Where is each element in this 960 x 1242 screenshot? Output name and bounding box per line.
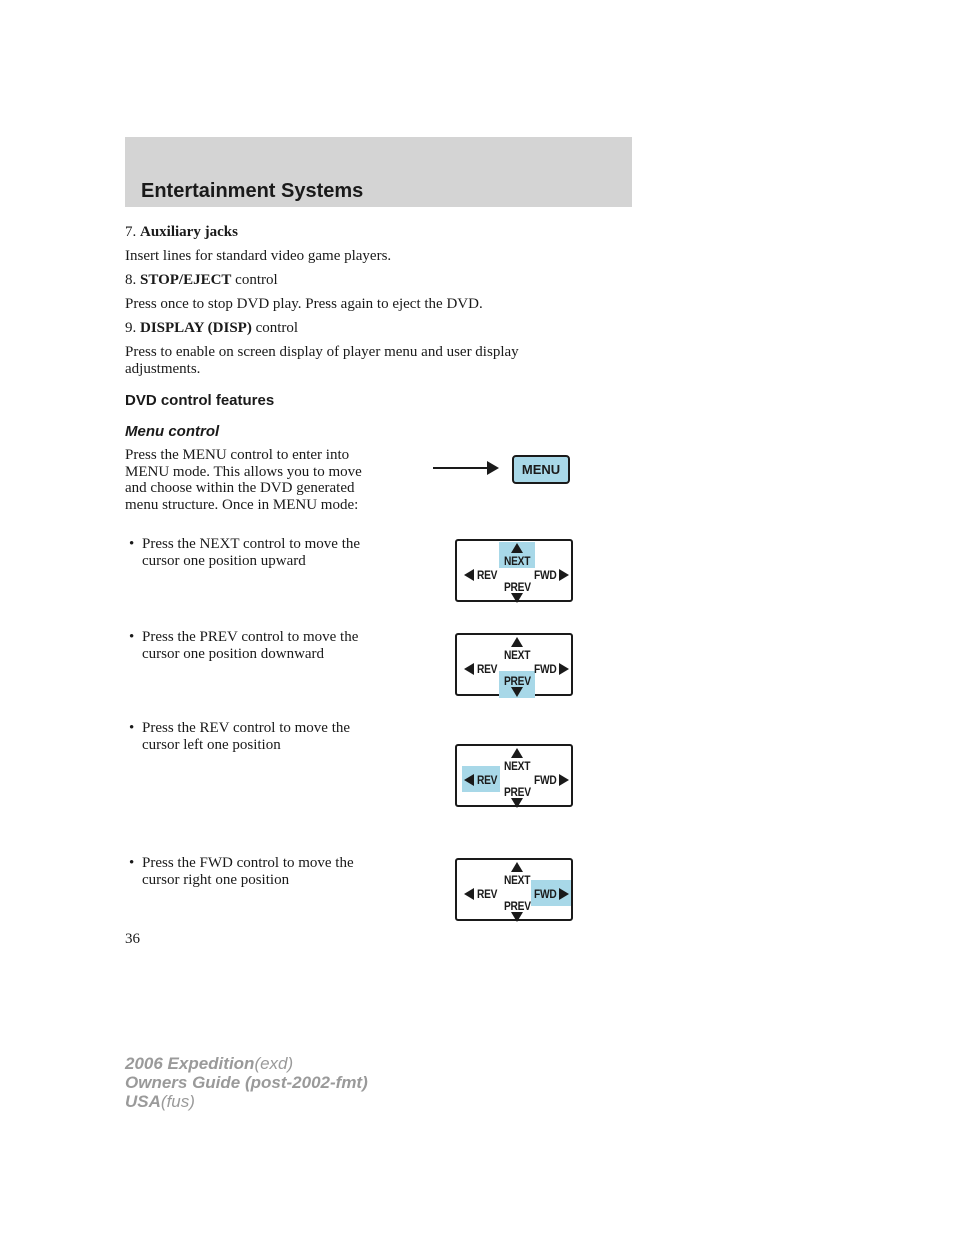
document-footer [125, 1054, 368, 1111]
rev-label: REV [477, 662, 498, 676]
prev-label: PREV [504, 580, 531, 594]
arrow-line [433, 467, 489, 469]
section-header-title: Entertainment Systems [141, 180, 364, 202]
up-arrow-icon [511, 543, 523, 553]
rev-label: REV [477, 773, 498, 787]
page-number: 36 [125, 931, 140, 947]
bullet-text: Press the NEXT control to move the cursor one position upward [142, 536, 361, 569]
control-pad-fwd-highlight [455, 858, 573, 921]
fwd-label: FWD [534, 568, 557, 582]
prev-label: PREV [504, 785, 531, 799]
section-heading: DVD control features [125, 392, 275, 409]
prev-label: PREV [504, 899, 531, 913]
bullet-text: Press the REV control to move the cursor left one position [142, 720, 351, 753]
right-arrow-icon [559, 888, 569, 900]
item-8-description: Press once to stop DVD play. Press again to eject the DVD. [125, 296, 483, 312]
footer-model-code: (exd) [254, 1054, 294, 1073]
item-title: DISPLAY (DISP) [140, 320, 252, 336]
next-label: NEXT [504, 873, 531, 887]
control-pad-rev-highlight [455, 744, 573, 807]
item-title: Auxiliary jacks [140, 224, 238, 240]
item-number: 7. [125, 224, 137, 240]
up-arrow-icon [511, 862, 523, 872]
item-number: 9. [125, 320, 137, 336]
down-arrow-icon [511, 593, 523, 603]
control-pad-next-highlight [455, 539, 573, 602]
left-arrow-icon [464, 663, 474, 675]
bullet-dot: • [129, 855, 135, 871]
down-arrow-icon [511, 912, 523, 922]
header-band [125, 137, 632, 207]
bullet-dot: • [129, 629, 135, 645]
item-7-description: Insert lines for standard video game players. [125, 248, 392, 264]
item-title: STOP/EJECT [140, 272, 232, 288]
item-7-line [125, 224, 238, 241]
right-arrow-icon [559, 663, 569, 675]
item-9-description: Press to enable on screen display of player menu and user display adjustments. [125, 344, 519, 377]
up-arrow-icon [511, 637, 523, 647]
menu-intro-text: Press the MENU control to enter into MENU mode. This allows you to move and choose within the DVD generated menu structure. Once in MENU mode: [125, 447, 362, 513]
menu-button: MENU [512, 455, 570, 484]
down-arrow-icon [511, 687, 523, 697]
bullet-dot: • [129, 720, 135, 736]
footer-line-1 [125, 1054, 368, 1073]
next-label: NEXT [504, 648, 531, 662]
next-label: NEXT [504, 554, 531, 568]
item-9-line [125, 320, 298, 337]
left-arrow-icon [464, 774, 474, 786]
fwd-label: FWD [534, 662, 557, 676]
footer-model: 2006 Expedition [125, 1054, 255, 1073]
footer-region: USA [125, 1092, 161, 1111]
item-number: 8. [125, 272, 137, 288]
fwd-label: FWD [534, 773, 557, 787]
item-8-line [125, 272, 278, 289]
bullet-text: Press the FWD control to move the cursor right one position [142, 855, 354, 888]
right-arrow-icon [559, 774, 569, 786]
fwd-label: FWD [534, 887, 557, 901]
footer-line-2 [125, 1073, 368, 1092]
footer-guide: Owners Guide (post-2002-fmt) [125, 1073, 368, 1092]
footer-line-3 [125, 1092, 368, 1111]
prev-label: PREV [504, 674, 531, 688]
footer-region-code: (fus) [160, 1092, 195, 1111]
up-arrow-icon [511, 748, 523, 758]
item-suffix: control [235, 272, 278, 288]
arrow-right-icon [487, 461, 499, 475]
left-arrow-icon [464, 569, 474, 581]
rev-label: REV [477, 887, 498, 901]
control-pad-prev-highlight [455, 633, 573, 696]
section-subheading: Menu control [125, 423, 220, 440]
item-suffix: control [255, 320, 299, 336]
next-label: NEXT [504, 759, 531, 773]
left-arrow-icon [464, 888, 474, 900]
rev-label: REV [477, 568, 498, 582]
bullet-text: Press the PREV control to move the cursor one position downward [142, 629, 359, 662]
down-arrow-icon [511, 798, 523, 808]
bullet-dot: • [129, 536, 135, 552]
right-arrow-icon [559, 569, 569, 581]
